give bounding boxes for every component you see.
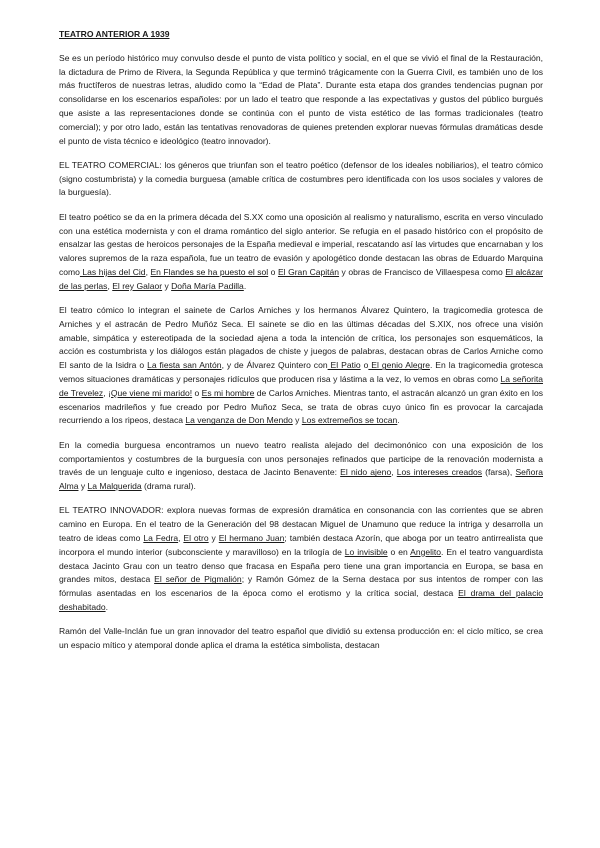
work-title-underlined: El hermano Juan [218, 533, 285, 543]
text-run: o [192, 387, 202, 398]
paragraph-teatro-comercial: EL TEATRO COMERCIAL: los géneros que triunfan son el teatro poético (defensor de los ideales nobiliarios), el teatro cómico (signo costumbrista) y la comedia burguesa (amable crítica de costumbres pero identificada con los usos sociales y valores de la burguesía). [59, 159, 543, 198]
text-run: o [360, 360, 369, 371]
paragraph-intro: Se es un período histórico muy convulso desde el punto de vista político y social, en el que se vivió el final de la Restauración, la dictadura de Primo de Rivera, la Segunda República y que terminó trágicamente con la Guerra Civil, es también uno de los más fructíferos de nuestras letras, aludido como la “Edad de Plata”. Durante esta etapa dos grandes tendencias pugnan por consolidarse en los escenarios españoles: por un lado el teatro que responde a las expectativas y gustos del público burgués que asiste a las representaciones donde se continúa con el punto de vista estético de las formas tradicionales (teatro comercial); y por otro lado, están las tentativas renovadoras de quienes pretenden explorar nuevas fórmulas dramáticas desde el punto de vista técnico e ideológico (teatro innovador). [59, 52, 543, 146]
work-title-underlined: Las hijas del Cid [79, 266, 146, 277]
paragraph-comedia-burguesa [59, 439, 543, 494]
paragraph-teatro-comico [59, 304, 543, 428]
text-run: EL TEATRO INNOVADOR: explora nuevas formas de expresión dramática en consonancia con las corrientes que se abren camino en Europa. En el teatro de la Generación del 98 destacan Miguel de Unamuno que reduce la intriga y desarrolla un teatro de ideas como [59, 505, 543, 543]
work-title-underlined: El otro [183, 533, 209, 543]
work-title-underlined: Doña María Padilla [171, 280, 244, 291]
text-run: , [107, 280, 113, 291]
work-title-underlined: Los intereses creados [396, 467, 482, 478]
work-title-underlined: En Flandes se ha puesto el sol [150, 266, 269, 277]
work-title-underlined: La señorita de Trevelez [59, 374, 543, 398]
text-run: , [103, 387, 108, 398]
work-title-underlined: El Gran Capitán [277, 266, 340, 277]
work-title-underlined: La Malquerida [87, 481, 142, 492]
paragraph-teatro-poetico [59, 211, 543, 294]
work-title-underlined: Lo invisible [344, 546, 388, 557]
paragraph-teatro-innovador [59, 504, 543, 614]
text-run: y [208, 533, 219, 543]
document-title: TEATRO ANTERIOR A 1939 [59, 29, 170, 39]
text-run: , [145, 266, 151, 277]
text-run: El teatro poético se da en la primera década del S.XX como una oposición al realismo y naturalismo, escrita en verso vinculado con una estética modernista y con el drama romántico del siglo anterior. Se refugia en el pasado histórico con el propósito de ensalzar las gestas de heroicos personajes de la España medieval e imperial, rescatando así las virtudes que encarnaban y los valores supremos de la raza española, fue un teatro de evasión y apologético donde destacan las obras de Eduardo Marquina como [59, 211, 543, 277]
work-title-underlined: El Patio [327, 360, 361, 371]
work-title-underlined: Angelito [410, 546, 442, 557]
text-run: ; también destaca Azorín, que aboga por un teatro antirrealista que incorpora el mundo interior (subconsciente y maravilloso) en la trilogía de [59, 533, 544, 557]
text-run: En la comedia burguesa encontramos un nuevo teatro realista alejado del decimonónico con una exposición de los comportamientos y costumbres de la burguesía con unos personajes refinados que participe de la renovación modernista a través de un lenguaje culto e ingenioso, destaca de Jacinto Benavente: [59, 439, 543, 478]
text-run: . [397, 415, 400, 426]
text-run: El teatro cómico lo integran el sainete de Carlos Arniches y los hermanos Álvarez Quintero, la tragicomedia grotesca de Arniches y el astracán de Pedro Muñóz Seca. El sainete se dio en las últimas décadas del S.XIX, nos ofrece una visión amable, simpática y estereotipada de la sociedad ajena a toda la intención de crítica, los personajes son esquemáticos, la acción es costumbrista y los diálogos están plagados de chiste y juegos de palabras, destacan obras de Carlos Arniche como El santo de la Isidra o [59, 305, 543, 371]
text-run: . En la tragicomedia grotesca vemos situaciones dramáticas y personajes ridículos que producen risa y lástima a la vez, lo vemos en obras como [59, 360, 544, 385]
paragraph-valle-inclan: Ramón del Valle-Inclán fue un gran innovador del teatro español que dividió su extensa producción en: el ciclo mítico, se crea un espacio mítico y atemporal donde aplica el drama la estética simbolista, destacan [59, 626, 543, 651]
text-run: . [243, 280, 247, 291]
document-page [59, 28, 543, 663]
work-title-underlined: El genio Alegre [368, 360, 430, 371]
work-title-underlined: El drama del palacio deshabitado [59, 588, 543, 612]
text-run: y [162, 280, 172, 291]
text-run: , [391, 467, 397, 478]
text-run: , y de Álvarez Quintero con [221, 360, 328, 371]
text-run: (drama rural). [141, 481, 196, 492]
work-title-underlined: Los extremeños se tocan [301, 415, 398, 426]
work-title-underlined: Señora Alma [59, 467, 543, 492]
work-title-underlined: Es mi hombre [201, 387, 255, 398]
work-title-underlined: El señor de Pigmalión [154, 574, 242, 585]
text-run: y [292, 415, 302, 426]
text-run: y obras de Francisco de Villaespesa como [339, 266, 506, 277]
work-title-underlined: La Fedra [143, 533, 179, 543]
text-run: . En el teatro vanguardista destaca Jacinto Grau con un teatro denso que fracasa en España pero tiene una gran importancia en Europa, se basa en grandes mitos, destaca [59, 546, 543, 585]
text-run: o [268, 266, 278, 277]
work-title-underlined: El alcázar de las perlas [59, 266, 543, 291]
work-title-underlined: La venganza de Don Mendo [185, 415, 293, 426]
work-title-underlined: La fiesta san Antón [147, 360, 222, 371]
work-title-underlined: El nido ajeno [340, 467, 392, 478]
text-run: , [178, 533, 184, 543]
text-run: ; y Ramón Gómez de la Serna destaca por sus intentos de romper con las fórmulas asentadas en los escenarios de la época como el erotismo y la crítica social, destaca [59, 574, 543, 599]
work-title-underlined: El rey Galaor [112, 280, 163, 291]
text-run: de Carlos Arniches. Mientras tanto, el astracán alcanzó un gran éxito en los escenarios madrileños y fue creado por Pedro Muñoz Seca, se trata de obras cuyo único fin es provocar la carcajada recurriendo a los ripeos, destaca [59, 387, 543, 426]
text-run: o en [387, 546, 411, 557]
text-run: . [105, 601, 108, 612]
text-run: y [78, 481, 88, 492]
text-run: (farsa), [482, 467, 516, 478]
work-title-underlined: ¡Que viene mi marido! [107, 387, 193, 398]
